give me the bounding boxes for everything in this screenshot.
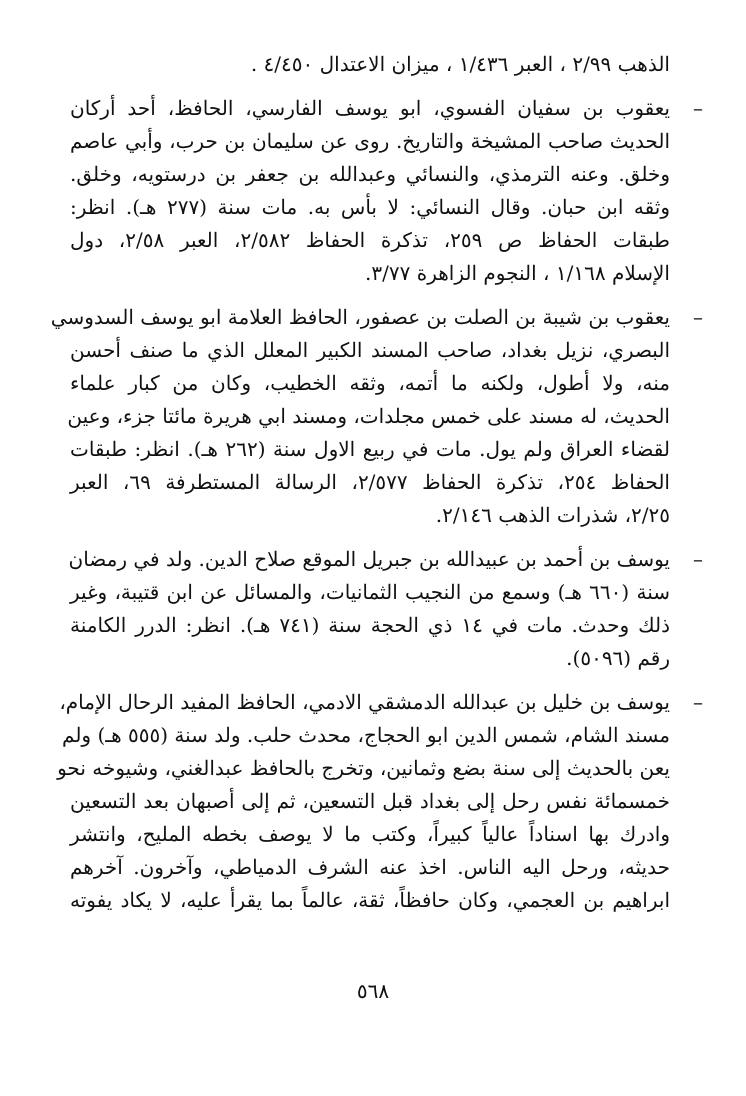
- biography-entry-yusuf-ibn-ahmad: [68, 543, 703, 675]
- continuation-paragraph: [70, 48, 670, 81]
- page-number: ٥٦٨: [356, 979, 390, 1003]
- text-line: ابراهيم بن العجمي، وكان حافظاً، ثقة، عالماً بما يقرأ عليه، لا يكاد يفوته: [70, 888, 670, 912]
- text-line: حديثه، ورحل اليه الناس. اخذ عنه الشرف الدمياطي، وآخرون. آخرهم: [70, 855, 670, 879]
- text-line: يوسف بن أحمد بن عبيدالله بن جبريل الموقع صلاح الدين. ولد في رمضان: [68, 547, 670, 571]
- text-line: طبقات الحفاظ ص ٢٥٩، تذكرة الحفاظ ٢/٥٨٢، العبر ٢/٥٨، دول: [70, 228, 670, 252]
- text-line: وثقه ابن حبان. وقال النسائي: لا بأس به. مات سنة (٢٧٧ هـ). انظر:: [70, 195, 671, 219]
- entry-dash: –: [693, 96, 703, 120]
- text-line: يعن بالحديث إلى سنة بضع وثمانين، وتخرج بالحافظ عبدالغني، وشيوخه نحو: [57, 756, 670, 780]
- entry-dash: –: [693, 690, 703, 714]
- text-line: الحفاظ ٢٥٤، تذكرة الحفاظ ٢/٥٧٧، الرسالة المستطرفة ٦٩، العبر: [70, 470, 670, 494]
- text-line: سنة (٦٦٠ هـ) وسمع من النجيب الثمانيات، والمسائل عن ابن قتيبة، وغير: [70, 580, 670, 604]
- text-line: لقضاء العراق ولم يول. مات في ربيع الاول سنة (٢٦٢ هـ). انظر: طبقات: [70, 437, 670, 461]
- text-line: يعقوب بن شيبة بن الصلت بن عصفور، الحافظ العلامة ابو يوسف السدوسي: [50, 305, 670, 329]
- text-line: خمسمائة نفس رحل إلى بغداد قبل التسعين، ثم إلى أصبهان بعد التسعين: [70, 789, 670, 813]
- text-line: ٢/٢٥، شذرات الذهب ٢/١٤٦.: [435, 503, 670, 527]
- text-line: يعقوب بن سفيان الفسوي، ابو يوسف الفارسي، الحافظ، أحد أركان: [70, 96, 670, 120]
- biography-entry-yaqub-al-fasawi: [70, 92, 703, 290]
- text-line: وادرك بها اسناداً عالياً كبيراً، وكتب ما لا يوصف بخطه المليح، وانتشر: [70, 822, 670, 846]
- text-line: البصري، نزيل بغداد، صاحب المسند الكبير المعلل الذي ما صنف أحسن: [70, 338, 670, 362]
- text-line: مسند الشام، شمس الدين ابو الحجاج، محدث حلب. ولد سنة (٥٥٥ هـ) ولم: [62, 723, 670, 747]
- text-line: الذهب ٢/٩٩ ، العبر ١/٤٣٦ ، ميزان الاعتدال ٤/٤٥٠ .: [250, 52, 670, 76]
- biography-entry-yusuf-ibn-khalil: [57, 686, 703, 917]
- text-line: الحديث، له مسند على خمس مجلدات، ومسند ابي هريرة مائتا جزء، وعين: [67, 404, 670, 428]
- page-body: [50, 48, 703, 917]
- entry-dash: –: [693, 305, 703, 329]
- text-line: ذلك وحدث. مات في ١٤ ذي الحجة سنة (٧٤١ هـ). انظر: الدرر الكامنة: [70, 613, 670, 637]
- text-line: الحديث صاحب المشيخة والتاريخ. روى عن سليمان بن حرب، وأبي عاصم: [70, 129, 670, 153]
- text-line: رقم (٥٠٩٦).: [566, 646, 670, 670]
- text-line: منه، ولا أطول، ولكنه ما أتمه، وثقه الخطيب، وكان من كبار علماء: [70, 371, 670, 395]
- text-line: وخلق. وعنه الترمذي، والنسائي وعبدالله بن جعفر بن درستويه، وخلق.: [70, 162, 670, 186]
- text-line: يوسف بن خليل بن عبدالله الدمشقي الادمي، الحافظ المفيد الرحال الإمام،: [59, 690, 670, 714]
- text-line: الإسلام ١/١٦٨ ، النجوم الزاهرة ٣/٧٧.: [365, 261, 670, 285]
- entry-dash: –: [693, 547, 703, 571]
- biography-entry-yaqub-ibn-shayba: [50, 301, 703, 532]
